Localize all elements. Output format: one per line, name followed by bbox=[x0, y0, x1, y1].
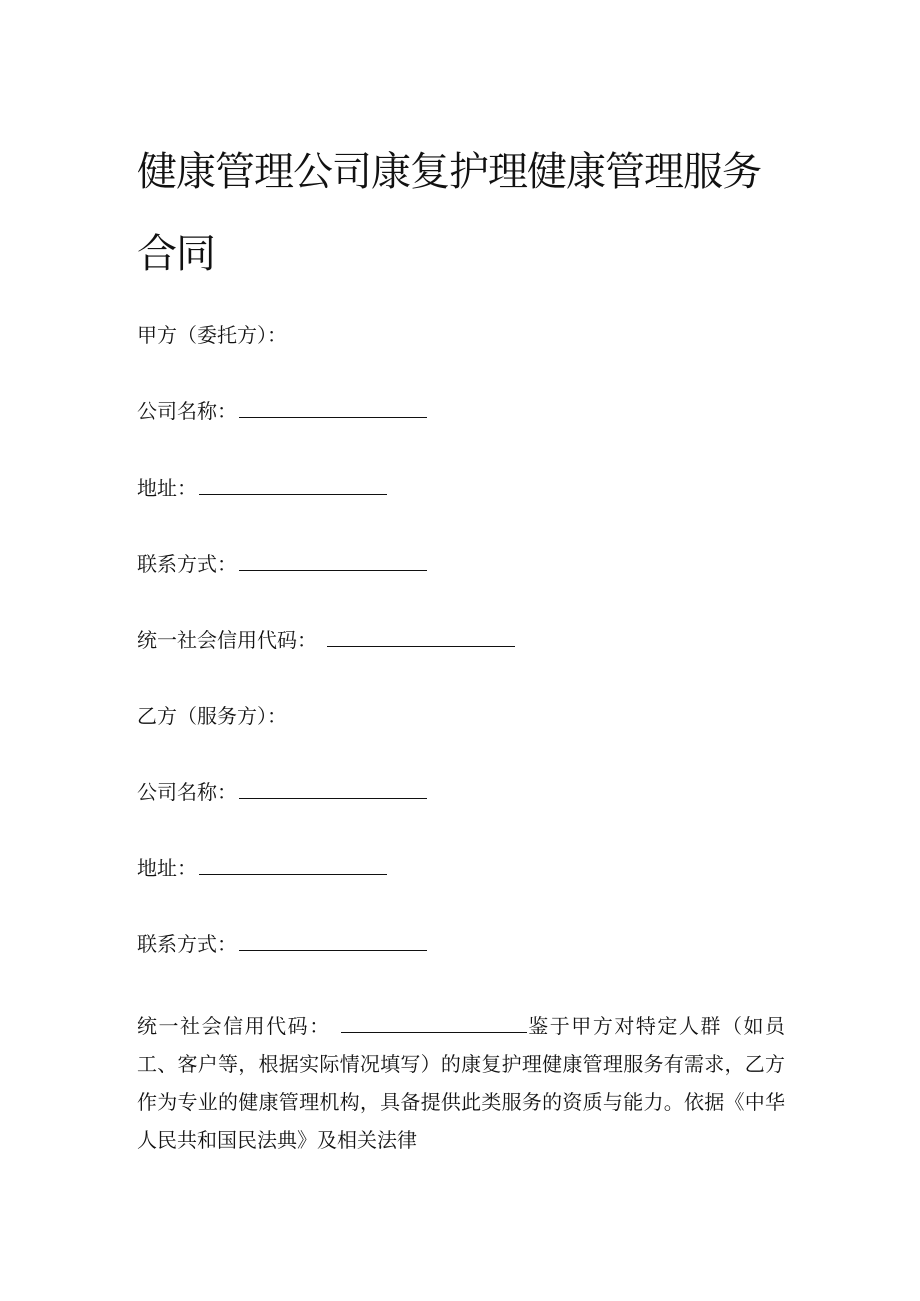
party-a-address-field bbox=[137, 474, 387, 502]
party-a-heading-text: 甲方（委托方）： bbox=[137, 323, 287, 347]
party-a-company-field bbox=[137, 397, 427, 425]
party-a-company-blank[interactable] bbox=[239, 397, 427, 418]
party-a-credit-code-blank[interactable] bbox=[327, 626, 515, 647]
party-a-heading bbox=[137, 321, 287, 349]
preamble-text: 鉴于甲方对特定人群（如员工、客户等，根据实际情况填写）的康复护理健康管理服务有需求，乙方作为专业的健康管理机构，具备提供此类服务的资质与能力。依据《中华人民共和国民法典》及相关法律 bbox=[137, 1014, 786, 1152]
party-b-company-field bbox=[137, 778, 427, 806]
party-a-contact-field bbox=[137, 550, 427, 578]
party-a-address-blank[interactable] bbox=[199, 474, 387, 495]
document-title: 健康管理公司康复护理健康管理服务合同 bbox=[137, 149, 761, 277]
party-b-credit-code-blank[interactable] bbox=[341, 1012, 527, 1033]
party-b-contact-field bbox=[137, 930, 427, 958]
party-b-credit-code-label: 统一社会信用代码： bbox=[137, 1014, 331, 1038]
party-a-contact-label: 联系方式： bbox=[137, 552, 237, 576]
party-a-credit-code-field bbox=[137, 626, 515, 654]
party-b-contact-label: 联系方式： bbox=[137, 932, 237, 956]
party-a-address-label: 地址： bbox=[137, 476, 197, 500]
party-b-company-label: 公司名称： bbox=[137, 780, 237, 804]
party-b-credit-code-paragraph bbox=[137, 1007, 785, 1159]
party-a-company-label: 公司名称： bbox=[137, 399, 237, 423]
party-b-address-field bbox=[137, 854, 387, 882]
party-b-heading bbox=[137, 702, 287, 730]
party-b-address-label: 地址： bbox=[137, 856, 197, 880]
party-b-company-blank[interactable] bbox=[239, 778, 427, 799]
party-b-address-blank[interactable] bbox=[199, 854, 387, 875]
party-a-contact-blank[interactable] bbox=[239, 550, 427, 571]
party-a-credit-code-label: 统一社会信用代码： bbox=[137, 628, 317, 652]
party-b-contact-blank[interactable] bbox=[239, 930, 427, 951]
party-b-heading-text: 乙方（服务方）： bbox=[137, 704, 287, 728]
